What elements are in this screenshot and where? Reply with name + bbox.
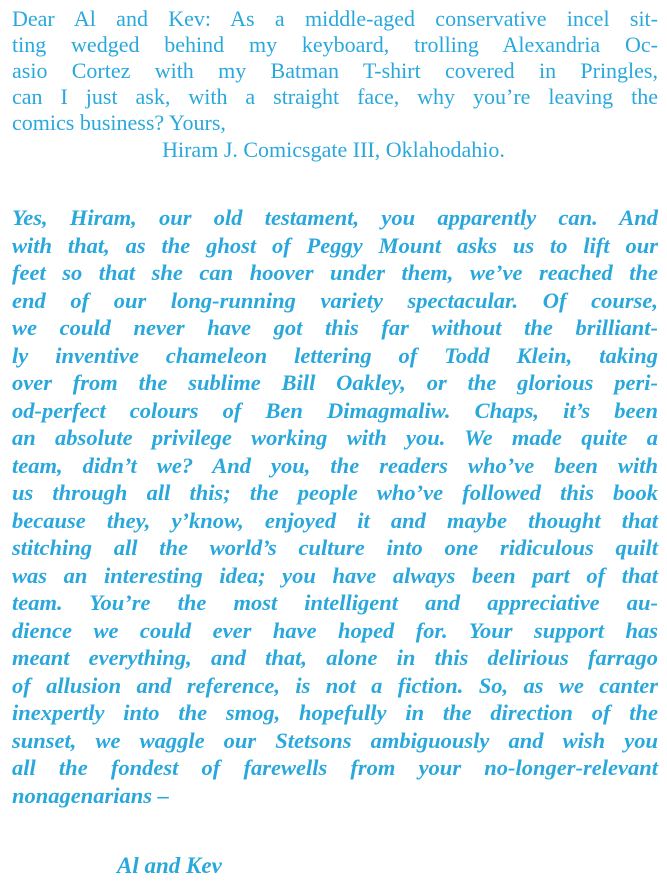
reply-line: nonagenarians – <box>12 783 169 808</box>
reply-line: with that, as the ghost of Peggy Mount asks us to lift our <box>12 233 658 258</box>
reply-line: team. You’re the most intelligent and appreciative au- <box>12 590 658 615</box>
letter-line: asio Cortez with my Batman T-shirt covered in Pringles, <box>12 58 658 83</box>
reply-line: all the fondest of farewells from your no-longer-relevant <box>12 755 658 780</box>
letter-line: can I just ask, with a straight face, why you’re leaving the <box>12 84 658 109</box>
reply-line: dience we could ever have hoped for. Your support has <box>12 618 658 643</box>
reply-line: of allusion and reference, is not a fiction. So, as we canter <box>12 673 658 698</box>
reply-line: over from the sublime Bill Oakley, or the glorious peri- <box>12 370 658 395</box>
reply-line: end of our long-running variety spectacular. Of course, <box>12 288 658 313</box>
reply-line: us through all this; the people who’ve followed this book <box>12 480 658 505</box>
reply-line: because they, y’know, enjoyed it and maybe thought that <box>12 508 658 533</box>
reply-line: team, didn’t we? And you, the readers who’ve been with <box>12 453 658 478</box>
reply-line: inexpertly into the smog, hopefully in the direction of the <box>12 700 658 725</box>
reply-line: was an interesting idea; you have always been part of that <box>12 563 658 588</box>
reply-line: an absolute privilege working with you. We made quite a <box>12 425 658 450</box>
letter-signature: Hiram J. Comicsgate III, Oklahodahio. <box>162 137 505 162</box>
reply-line: ly inventive chameleon lettering of Todd Klein, taking <box>12 343 658 368</box>
reply-line: stitching all the world’s culture into one ridiculous quilt <box>12 535 658 560</box>
reply-signoff: Al and Kev <box>117 853 222 878</box>
letter-line: ting wedged behind my keyboard, trolling Alexandria Oc- <box>12 32 658 57</box>
reply-line: we could never have got this far without the brilliant- <box>12 315 658 340</box>
reply-line: Yes, Hiram, our old testament, you apparently can. And <box>12 205 658 230</box>
reply-line: feet so that she can hoover under them, we’ve reached the <box>12 260 658 285</box>
letter-line: Dear Al and Kev: As a middle-aged conservative incel sit- <box>12 6 658 31</box>
reply-line: meant everything, and that, alone in this delirious farrago <box>12 645 658 670</box>
letter-line: comics business? Yours, <box>12 110 226 135</box>
reply-line: od-perfect colours of Ben Dimagmaliw. Chaps, it’s been <box>12 398 658 423</box>
reply-line: sunset, we waggle our Stetsons ambiguously and wish you <box>12 728 658 753</box>
